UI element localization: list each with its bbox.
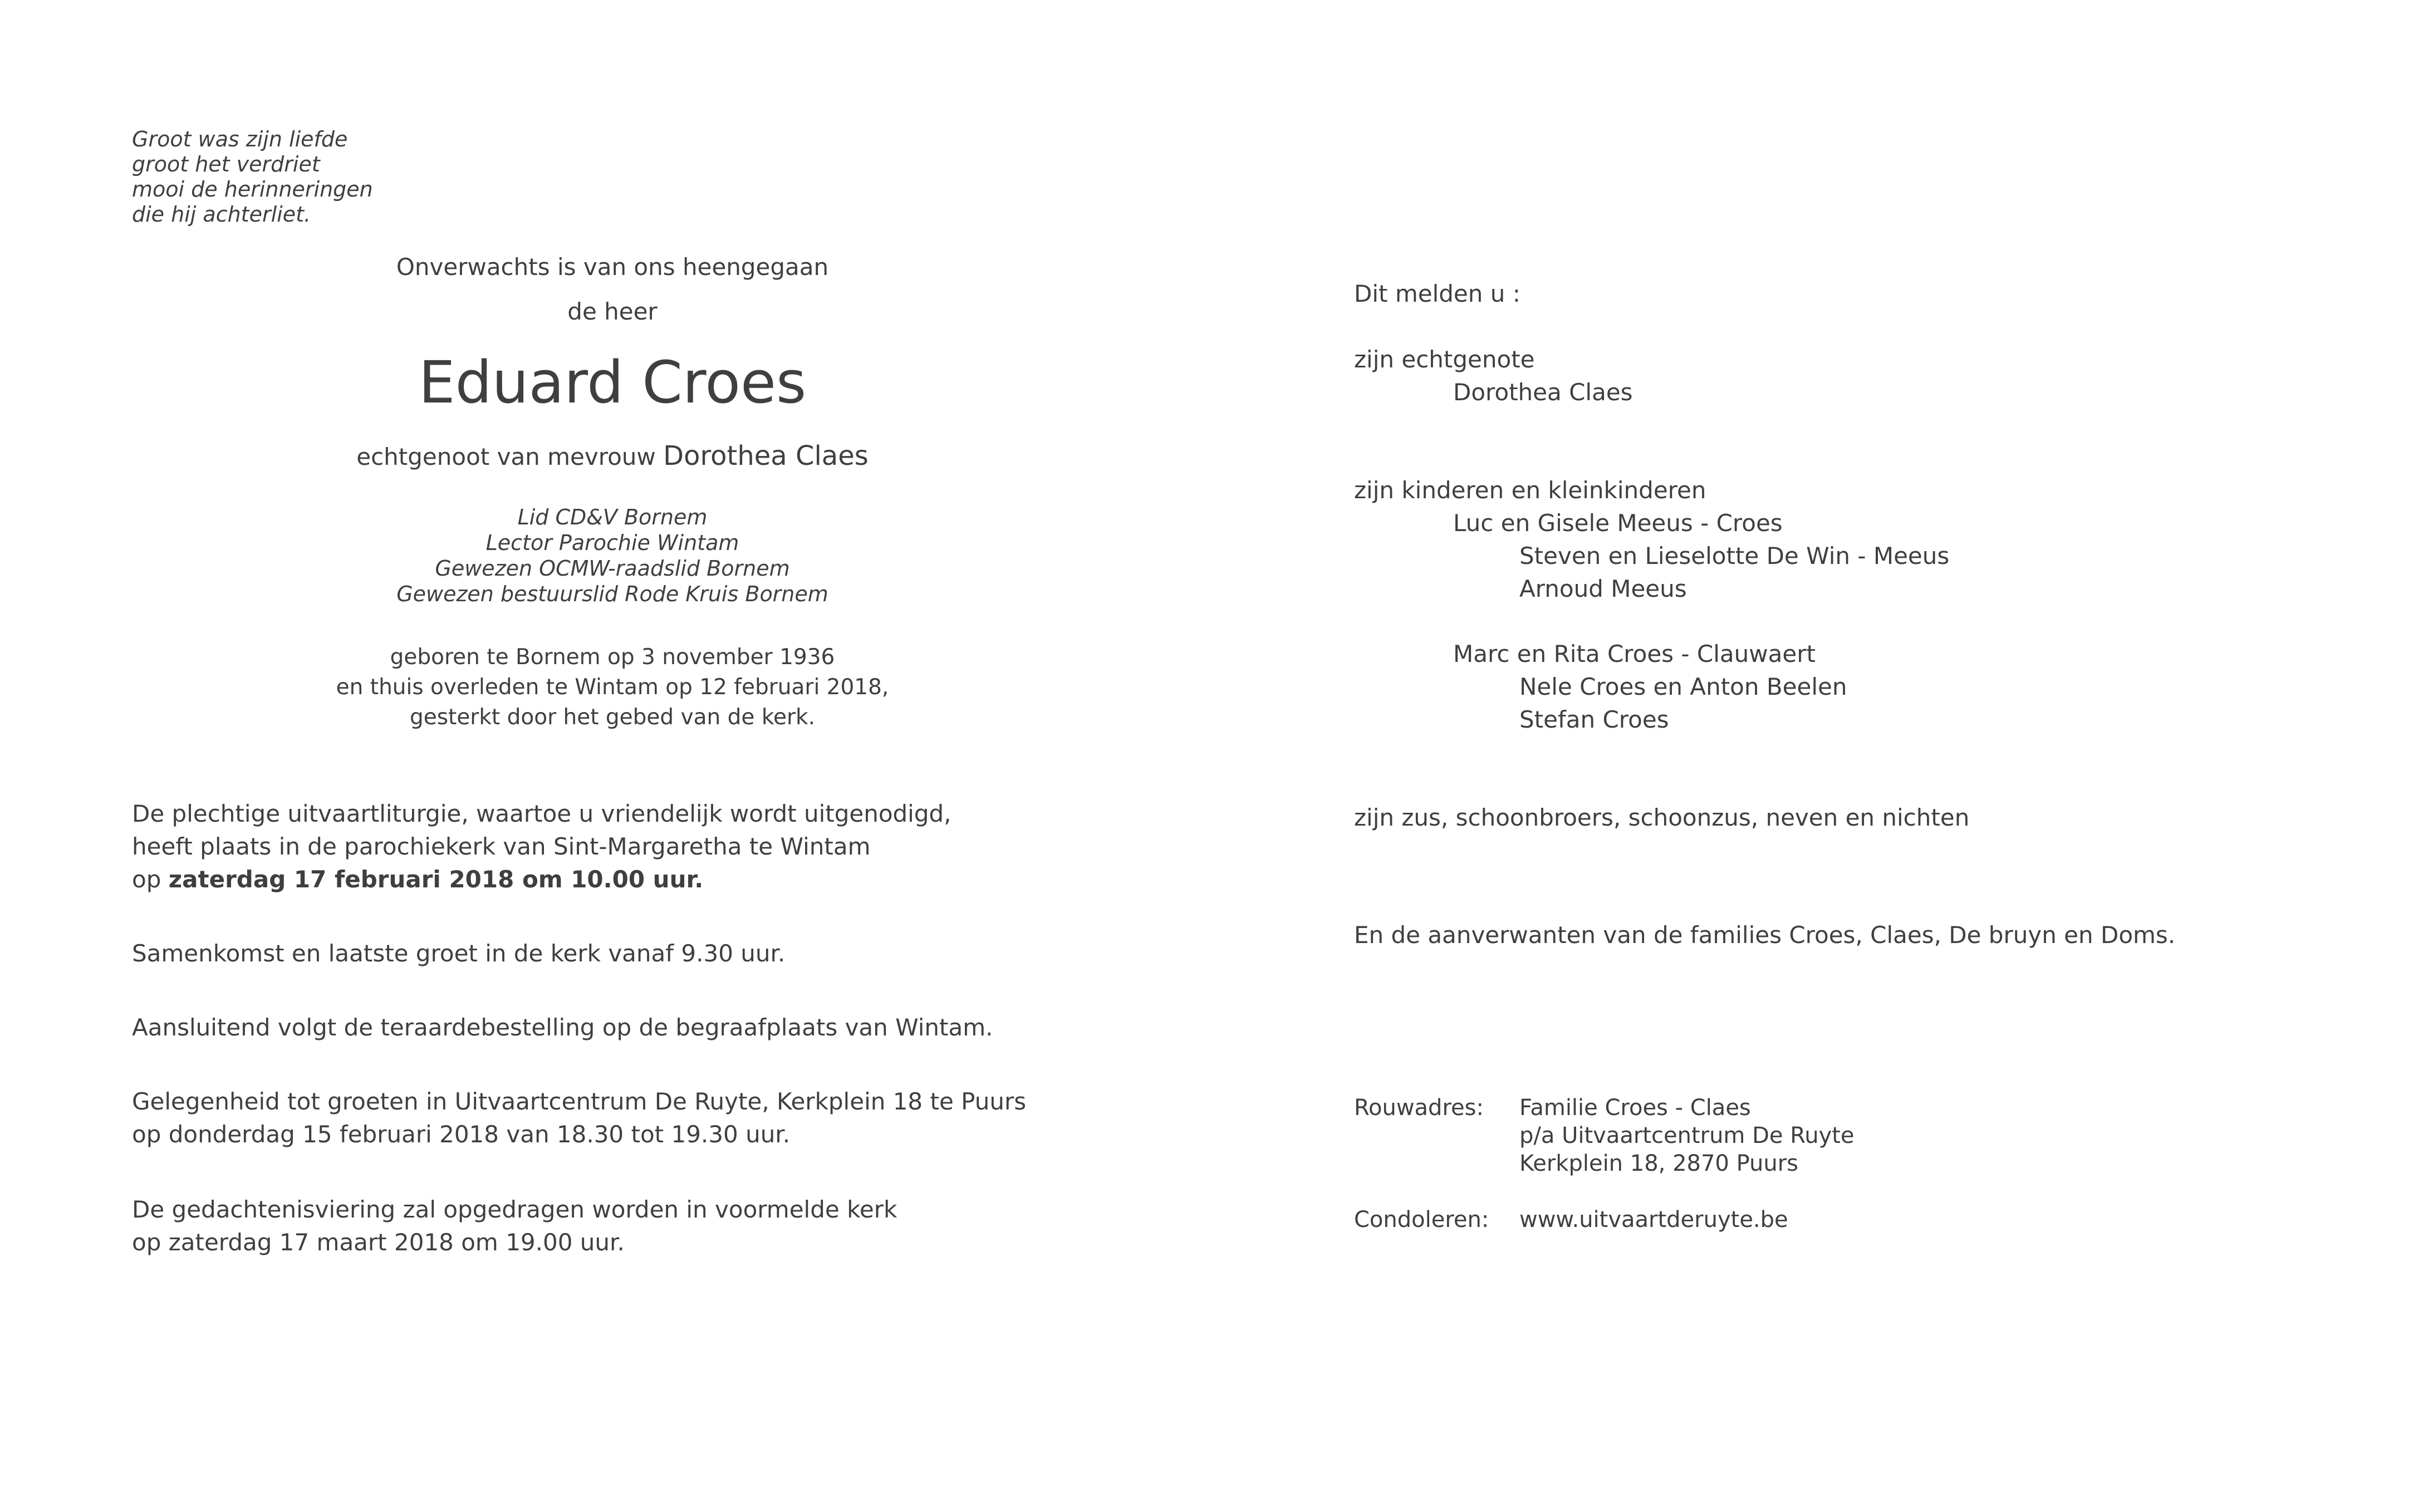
memorial-paragraph — [132, 1193, 1190, 1259]
memorial-line: op zaterdag 17 maart 2018 om 19.00 uur. — [132, 1229, 625, 1256]
relatives-text: En de aanverwanten van de families Croes, Claes, De bruyn en Doms. — [1354, 921, 2176, 949]
address-label: Rouwadres: — [1354, 1095, 1484, 1121]
address-line: Kerkplein 18, 2870 Puurs — [1519, 1151, 1798, 1176]
child-family: Luc en Gisele Meeus - Croes — [1453, 509, 1783, 537]
spouse-label: zijn echtgenote — [1354, 346, 1535, 373]
date-line: gesterkt door het gebed van de kerk. — [409, 705, 816, 730]
poem-line: die hij achterliet. — [132, 202, 311, 227]
funeral-date: zaterdag 17 februari 2018 om 10.00 uur. — [168, 866, 704, 893]
family-spouse-name: Dorothea Claes — [1453, 379, 1633, 406]
spouse-prefix: echtgenoot van mevrouw — [356, 443, 656, 470]
burial-text: Aansluitend volgt de teraardebestelling op de begraafplaats van Wintam. — [132, 1014, 993, 1041]
funeral-line — [132, 863, 1190, 896]
poem-line: Groot was zijn liefde — [132, 127, 348, 151]
grandchild: Stefan Croes — [1519, 706, 1669, 733]
funeral-line: heeft plaats in de parochiekerk van Sint-Margaretha te Wintam — [132, 833, 871, 860]
condolence-label: Condoleren: — [1354, 1207, 1489, 1233]
date-line: en thuis overleden te Wintam op 12 februari 2018, — [336, 675, 889, 700]
roles-list — [278, 504, 946, 607]
funeral-date-prefix: op — [132, 866, 161, 893]
siblings-text: zijn zus, schoonbroers, schoonzus, neven en nichten — [1354, 804, 1970, 831]
condolence-link[interactable]: www.uitvaartderuyte.be — [1519, 1207, 1788, 1233]
grandchild: Steven en Lieselotte De Win - Meeus — [1519, 542, 1950, 570]
gathering-text: Samenkomst en laatste groet in de kerk vanaf 9.30 uur. — [132, 940, 786, 967]
funeral-paragraph — [132, 797, 1190, 896]
visit-line: Gelegenheid tot groeten in Uitvaartcentrum De Ruyte, Kerkplein 18 te Puurs — [132, 1088, 1027, 1115]
children-label: zijn kinderen en kleinkinderen — [1354, 477, 1706, 504]
role-item: Gewezen bestuurslid Rode Kruis Bornem — [396, 582, 828, 606]
role-item: Lector Parochie Wintam — [485, 531, 739, 555]
honorific: de heer — [567, 298, 658, 325]
memorial-line: De gedachtenisviering zal opgedragen worden in voormelde kerk — [132, 1196, 897, 1223]
address-line: p/a Uitvaartcentrum De Ruyte — [1519, 1123, 1855, 1148]
visit-line: op donderdag 15 februari 2018 van 18.30 tot 19.30 uur. — [132, 1121, 791, 1148]
spouse-line — [278, 441, 946, 472]
address-block — [1519, 1094, 1855, 1177]
address-line: Familie Croes - Claes — [1519, 1095, 1751, 1121]
poem-line: mooi de herinneringen — [132, 177, 373, 202]
child-family: Marc en Rita Croes - Clauwaert — [1453, 640, 1816, 667]
spouse-name: Dorothea Claes — [663, 440, 869, 472]
role-item: Lid CD&V Bornem — [517, 505, 708, 529]
poem-line: groot het verdriet — [132, 152, 320, 176]
deceased-name: Eduard Croes — [418, 348, 807, 416]
life-dates — [278, 642, 946, 733]
visitation-paragraph — [132, 1085, 1190, 1151]
grandchild: Nele Croes en Anton Beelen — [1519, 673, 1847, 700]
funeral-line: De plechtige uitvaartliturgie, waartoe u vriendelijk wordt uitgenodigd, — [132, 800, 951, 827]
intro-text: Onverwachts is van ons heengegaan — [396, 253, 829, 281]
date-line: geboren te Bornem op 3 november 1936 — [390, 645, 835, 670]
grandchild: Arnoud Meeus — [1519, 575, 1687, 602]
role-item: Gewezen OCMW-raadslid Bornem — [435, 556, 790, 581]
poem — [132, 127, 466, 227]
announce-text: Dit melden u : — [1354, 280, 1520, 307]
